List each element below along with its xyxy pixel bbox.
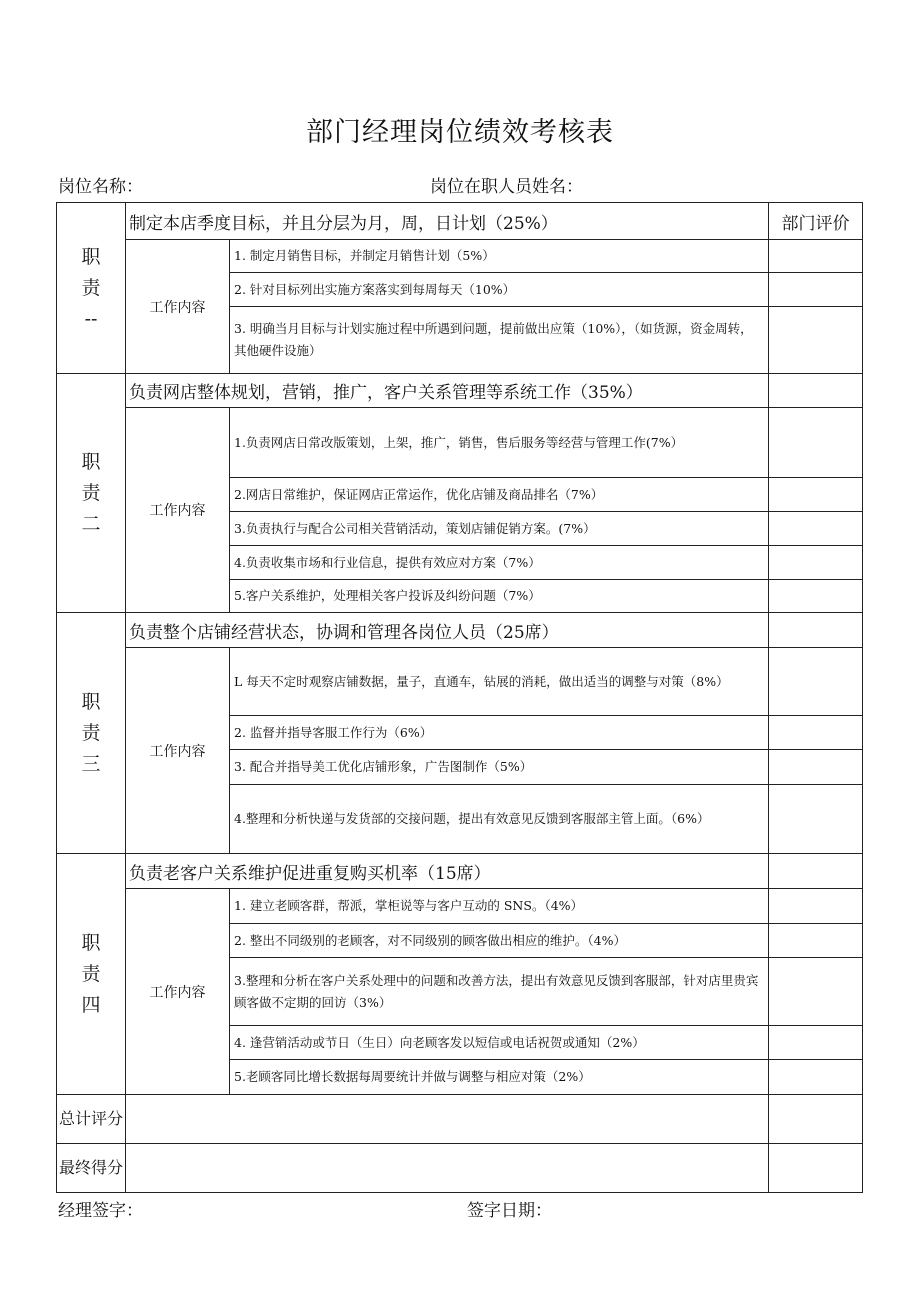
total-score-label: 总计评分: [57, 1095, 126, 1144]
duty-3-eval-4[interactable]: [769, 785, 863, 854]
duty-4-eval-1[interactable]: [769, 889, 863, 924]
duty-3-eval-3[interactable]: [769, 750, 863, 785]
duty-4-item-4: 4. 逢营销活动或节日（生日）向老顾客发以短信或电话祝贺或通知（2%）: [230, 1026, 769, 1060]
total-score-value[interactable]: [126, 1095, 769, 1144]
signature-date-label: 签字日期：: [467, 1201, 552, 1221]
work-content-label: 工作内容: [126, 648, 230, 854]
duty-4-eval-5[interactable]: [769, 1060, 863, 1095]
manager-signature-label: 经理签字：: [58, 1201, 143, 1221]
duty-1-item-3: 3. 明确当月目标与计划实施过程中所遇到问题，提前做出应策（10%），（如货源，资金周转，其他硬件设施）: [230, 307, 769, 374]
duty-1-eval-3[interactable]: [769, 307, 863, 374]
duty-4-eval-header[interactable]: [769, 854, 863, 889]
duty-4-eval-2[interactable]: [769, 924, 863, 958]
duty-4-title: 负责老客户关系维护促进重复购买机率（15席）: [126, 854, 769, 889]
duty-4-item-5: 5.老顾客同比增长数据每周要统计并做与调整与相应对策（2%）: [230, 1060, 769, 1095]
duty-3-item-1: L 每天不定时观察店铺数据，量子，直通车，钻展的消耗，做出适当的调整与对策（8%）: [230, 648, 769, 716]
position-name-label: 岗位名称：: [58, 177, 143, 197]
duty-2-item-1: 1.负责网店日常改版策划，上架，推广，销售，售后服务等经营与管理工作(7%）: [230, 408, 769, 478]
duty-3-item-2: 2. 监督并指导客服工作行为（6%）: [230, 716, 769, 750]
duty-1-item-2: 2. 针对目标列出实施方案落实到每周每天（10%）: [230, 273, 769, 307]
duty-2-item-3: 3.负责执行与配合公司相关营销活动，策划店铺促销方案。(7%）: [230, 512, 769, 546]
duty-3-eval-2[interactable]: [769, 716, 863, 750]
duty-1-label: 职 责 --: [57, 203, 126, 374]
work-content-label: 工作内容: [126, 240, 230, 374]
duty-4-eval-4[interactable]: [769, 1026, 863, 1060]
duty-1-eval-2[interactable]: [769, 273, 863, 307]
duty-4-eval-3[interactable]: [769, 958, 863, 1026]
duty-1-item-1: 1. 制定月销售目标，并制定月销售计划（5%）: [230, 240, 769, 273]
dept-eval-header: 部门评价: [769, 203, 863, 240]
duty-4-item-2: 2. 整出不同级别的老顾客，对不同级别的顾客做出相应的维护。（4%）: [230, 924, 769, 958]
duty-2-eval-header[interactable]: [769, 374, 863, 408]
duty-3-eval-header[interactable]: [769, 613, 863, 648]
duty-2-eval-3[interactable]: [769, 512, 863, 546]
duty-3-label: 职 责 三: [57, 613, 126, 854]
duty-4-item-1: 1. 建立老顾客群，帮派，掌柜说等与客户互动的 SNS。（4%）: [230, 889, 769, 924]
duty-2-eval-4[interactable]: [769, 546, 863, 580]
duty-1-title: 制定本店季度目标，并且分层为月，周，日计划（25%）: [126, 203, 769, 240]
work-content-label: 工作内容: [126, 889, 230, 1095]
duty-2-item-2: 2.网店日常维护，保证网店正常运作，优化店铺及商品排名（7%）: [230, 478, 769, 512]
duty-4-label: 职 责 四: [57, 854, 126, 1095]
total-score-eval[interactable]: [769, 1095, 863, 1144]
final-score-eval[interactable]: [769, 1144, 863, 1193]
duty-1-title-row: [57, 203, 863, 240]
duty-1-eval-1[interactable]: [769, 240, 863, 273]
performance-table: [56, 202, 863, 1193]
duty-3-eval-1[interactable]: [769, 648, 863, 716]
duty-2-item-5: 5.客户关系维护，处理相关客户投诉及纠纷问题（7%）: [230, 580, 769, 613]
duty-2-title: 负责网店整体规划，营销，推广，客户关系管理等系统工作（35%）: [126, 374, 769, 408]
duty-4-item-3: 3.整理和分析在客户关系处理中的问题和改善方法，提出有效意见反馈到客服部，针对店里贵宾顾客做不定期的回访（3%）: [230, 958, 769, 1026]
duty-2-eval-1[interactable]: [769, 408, 863, 478]
duty-2-label: 职 责 二: [57, 374, 126, 613]
duty-2-item-4: 4.负责收集市场和行业信息，提供有效应对方案（7%）: [230, 546, 769, 580]
work-content-label: 工作内容: [126, 408, 230, 613]
duty-3-item-4: 4.整理和分析快递与发货部的交接问题，提出有效意见反馈到客服部主管上面。（6%）: [230, 785, 769, 854]
final-score-label: 最终得分: [57, 1144, 126, 1193]
final-score-value[interactable]: [126, 1144, 769, 1193]
duty-3-item-3: 3. 配合并指导美工优化店铺形象，广告图制作（5%）: [230, 750, 769, 785]
page-title: 部门经理岗位绩效考核表: [306, 117, 614, 148]
duty-2-eval-2[interactable]: [769, 478, 863, 512]
staff-name-label: 岗位在职人员姓名：: [430, 177, 583, 197]
duty-2-eval-5[interactable]: [769, 580, 863, 613]
duty-3-title: 负责整个店铺经营状态，协调和管理各岗位人员（25席）: [126, 613, 769, 648]
